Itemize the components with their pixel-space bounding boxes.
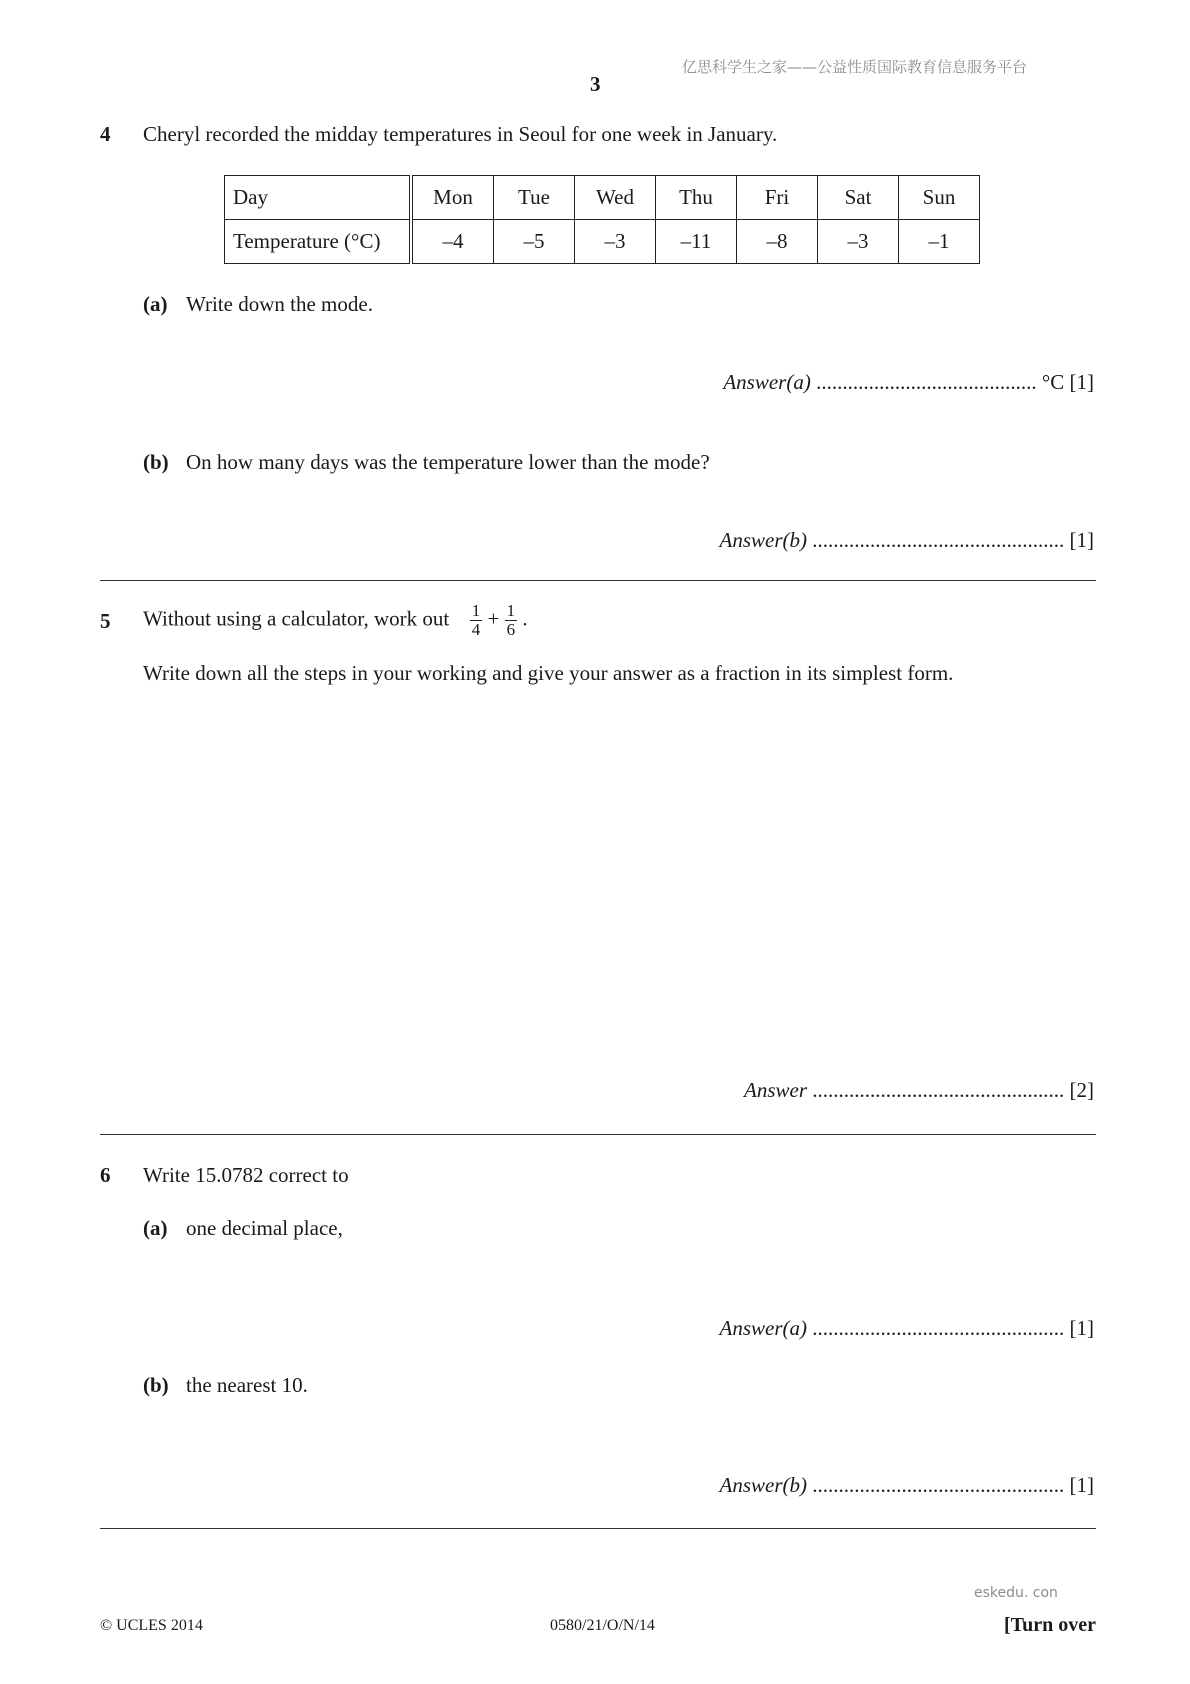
answer-4a-label: Answer(a) (723, 370, 811, 394)
row-label-temperature: Temperature (°C) (225, 220, 412, 264)
row-label-day: Day (225, 176, 412, 220)
answer-6a-line (720, 1316, 1095, 1341)
question-6b-label: (b) (143, 1373, 169, 1397)
question-5-text: Without using a calculator, work out (143, 606, 450, 631)
paper-code: 0580/21/O/N/14 (550, 1617, 655, 1634)
answer-4a-marks: [1] (1069, 370, 1094, 394)
answer-4b-label: Answer(b) (719, 528, 807, 552)
question-4a-text: Write down the mode. (186, 292, 373, 316)
day-cell: Wed (575, 176, 656, 220)
fraction-one-quarter (470, 602, 483, 639)
answer-4b-marks: [1] (1069, 528, 1094, 552)
site-watermark: eskedu. con (974, 1585, 1058, 1601)
working-space[interactable] (143, 700, 1093, 1070)
plus-sign: + (487, 606, 500, 631)
question-4-text: Cheryl recorded the midday temperatures in Seoul for one week in January. (143, 122, 778, 146)
answer-5-label: Answer (744, 1078, 807, 1102)
day-cell: Tue (494, 176, 575, 220)
question-6-text: Write 15.0782 correct to (143, 1163, 349, 1187)
fraction-denominator: 6 (506, 620, 516, 639)
answer-5-line (744, 1078, 1094, 1103)
fraction-one-sixth (505, 602, 518, 639)
table-row-temperatures (225, 220, 980, 264)
answer-6a-label: Answer(a) (719, 1316, 807, 1340)
question-4a-label: (a) (143, 292, 168, 316)
day-cell: Fri (737, 176, 818, 220)
question-5-number: 5 (100, 609, 111, 633)
answer-6a-marks: [1] (1069, 1316, 1094, 1340)
question-6a-label: (a) (143, 1216, 168, 1240)
temperature-table (224, 175, 980, 264)
answer-4b-line (720, 528, 1095, 553)
fraction-numerator: 1 (471, 601, 481, 620)
answer-6a-field[interactable]: ................................................ (812, 1316, 1065, 1340)
question-4-number: 4 (100, 122, 111, 146)
answer-6b-label: Answer(b) (719, 1473, 807, 1497)
question-4b-label: (b) (143, 450, 169, 474)
period: . (522, 606, 528, 631)
fraction-denominator: 4 (471, 620, 481, 639)
question-4b-text: On how many days was the temperature lower than the mode? (186, 450, 710, 474)
divider (100, 1134, 1096, 1135)
day-cell: Thu (656, 176, 737, 220)
temperature-cell: –1 (899, 220, 980, 264)
temperature-cell: –5 (494, 220, 575, 264)
answer-4a-field[interactable]: .......................................... (816, 370, 1037, 394)
turn-over: [Turn over (1003, 1614, 1096, 1636)
day-cell: Mon (411, 176, 494, 220)
question-5-prompt (143, 602, 528, 639)
temperature-cell: –4 (411, 220, 494, 264)
answer-4a-unit: °C (1041, 370, 1065, 394)
page-number: 3 (590, 72, 601, 96)
question-5-instruction: Write down all the steps in your working and give your answer as a fraction in its simplest form. (143, 661, 954, 685)
temperature-cell: –8 (737, 220, 818, 264)
day-cell: Sat (818, 176, 899, 220)
table-row-days (225, 176, 980, 220)
answer-5-field[interactable]: ................................................ (812, 1078, 1065, 1102)
question-6a-text: one decimal place, (186, 1216, 343, 1240)
temperature-cell: –3 (818, 220, 899, 264)
fraction-numerator: 1 (506, 601, 516, 620)
divider (100, 1528, 1096, 1529)
copyright: © UCLES 2014 (100, 1617, 203, 1634)
answer-5-marks: [2] (1069, 1078, 1094, 1102)
temperature-cell: –11 (656, 220, 737, 264)
answer-4b-field[interactable]: ................................................ (812, 528, 1065, 552)
question-6-number: 6 (100, 1163, 111, 1187)
answer-6b-marks: [1] (1069, 1473, 1094, 1497)
temperature-cell: –3 (575, 220, 656, 264)
answer-4a-line (723, 370, 1094, 395)
day-cell: Sun (899, 176, 980, 220)
divider (100, 580, 1096, 581)
watermark-text: 亿思科学生之家——公益性质国际教育信息服务平台 (682, 58, 1028, 76)
answer-6b-field[interactable]: ................................................ (812, 1473, 1065, 1497)
question-6b-text: the nearest 10. (186, 1373, 308, 1397)
answer-6b-line (720, 1473, 1095, 1498)
